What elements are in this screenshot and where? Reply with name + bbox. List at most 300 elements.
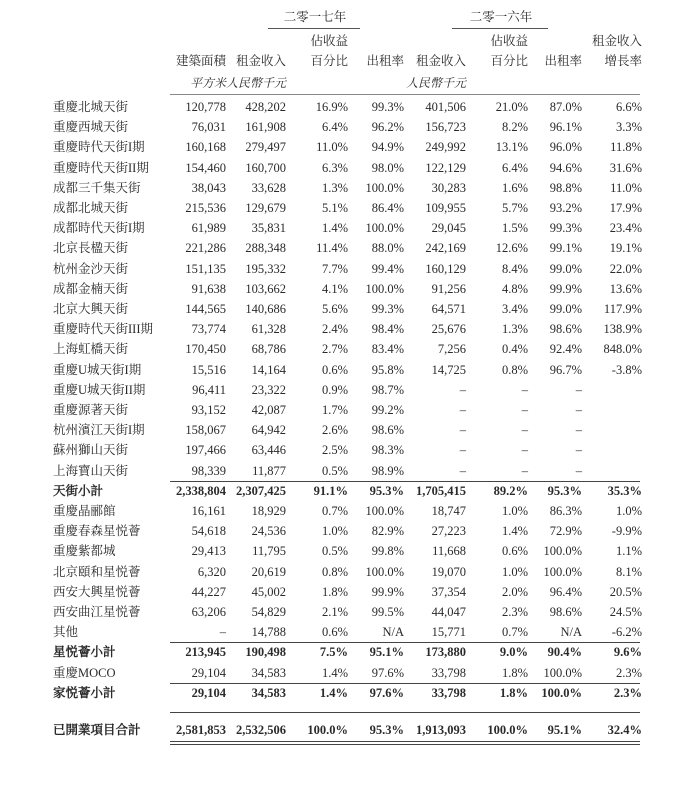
gfa-cell: 6,320 <box>197 564 226 579</box>
occ-2017-header: 出租率 <box>366 54 404 68</box>
table-row <box>0 522 700 540</box>
rent-2016-cell: 25,676 <box>431 322 466 337</box>
growth-cell: 848.0% <box>603 342 642 357</box>
occ-2017-cell: 100.0% <box>365 281 404 296</box>
project-name-cell: 重慶U城天街II期 <box>53 382 146 397</box>
pct-2017-cell: 6.3% <box>321 160 348 175</box>
table-row <box>0 583 700 601</box>
rent-2016-cell: 1,705,415 <box>416 483 466 498</box>
growth-cell: 3.3% <box>615 120 642 135</box>
table-row <box>0 421 700 439</box>
project-name-cell: 上海虹橋天街 <box>53 342 129 357</box>
gfa-cell: 54,618 <box>191 524 226 539</box>
occ-2017-cell: 95.3% <box>369 483 404 498</box>
table-row <box>0 381 700 399</box>
occ-2016-cell: 87.0% <box>549 100 582 114</box>
pct-header-2016-line2: 百分比 <box>490 54 528 68</box>
occ-2016-cell: 90.4% <box>547 645 582 660</box>
pct-2017-cell: 7.5% <box>319 645 348 660</box>
project-name-cell: 上海寶山天街 <box>53 463 129 478</box>
pct-2017-cell: 1.3% <box>321 180 348 195</box>
pct-2016-cell: 1.3% <box>501 322 528 337</box>
pct-2017-cell: 0.5% <box>321 463 348 478</box>
gfa-cell: – <box>219 625 226 640</box>
gfa-cell: 76,031 <box>191 120 226 135</box>
pct-2016-cell: 0.8% <box>501 362 528 377</box>
rent-2017-cell: 34,583 <box>251 685 286 700</box>
gfa-header: 建築面積 <box>175 54 226 68</box>
growth-cell: -9.9% <box>611 524 642 539</box>
rent-2017-cell: 54,829 <box>251 605 286 619</box>
rent-2017-cell: 18,929 <box>251 504 286 518</box>
subtotal-row <box>0 684 700 702</box>
table-row <box>0 320 700 338</box>
occ-2017-cell: 88.0% <box>371 241 404 256</box>
growth-cell: 11.0% <box>610 180 642 195</box>
pct-2017-cell: 0.8% <box>321 564 348 579</box>
pct-2016-cell: 3.4% <box>501 302 528 316</box>
rent-2017-cell: 23,322 <box>251 382 286 397</box>
pct-2017-cell: 100.0% <box>307 723 348 737</box>
table-row <box>0 239 700 257</box>
table-row <box>0 280 700 298</box>
rent-2017-cell: 11,795 <box>252 544 286 559</box>
growth-cell: 22.0% <box>609 261 642 276</box>
rent-2017-cell: 140,686 <box>245 302 286 316</box>
rent-2016-cell: 160,129 <box>425 261 466 276</box>
project-name-cell: 重慶北城天街 <box>53 100 129 114</box>
gfa-cell: 96,411 <box>192 382 226 397</box>
project-name-cell: 重慶MOCO <box>53 665 116 680</box>
pct-2016-cell: 2.0% <box>501 584 528 599</box>
occ-2016-cell: – <box>575 463 582 478</box>
pct-2016-cell: – <box>521 382 528 397</box>
header-rule <box>170 94 640 95</box>
table-row <box>0 118 700 136</box>
growth-cell: 35.3% <box>607 483 642 498</box>
occ-2016-cell: 99.0% <box>549 302 582 316</box>
rent-2016-cell: 15,771 <box>431 625 466 640</box>
rent-2017-cell: 14,788 <box>251 625 286 640</box>
pct-2017-cell: 0.6% <box>321 362 348 377</box>
rent-2016-cell: – <box>459 443 466 458</box>
project-name-cell: 蘇州獅山天街 <box>53 443 129 458</box>
pct-2017-cell: 7.7% <box>321 261 348 276</box>
growth-cell: -3.8% <box>611 362 642 377</box>
rent-2016-cell: 249,992 <box>425 140 466 155</box>
pct-2017-cell: 2.4% <box>321 322 348 337</box>
pct-2016-cell: 1.0% <box>501 504 528 518</box>
occ-2016-cell: 100.0% <box>541 685 582 700</box>
table-row <box>0 179 700 197</box>
project-name-cell: 成都三千集天街 <box>53 180 141 195</box>
rent-2016-header: 租金收入 <box>415 54 466 68</box>
rent-2016-cell: 33,798 <box>431 685 466 700</box>
occ-2017-cell: 98.3% <box>371 443 404 458</box>
pct-header-2016-line1: 佔收益 <box>490 34 528 48</box>
rent-2017-cell: 68,786 <box>251 342 286 357</box>
rent-2017-cell: 35,831 <box>251 221 286 236</box>
table-row <box>0 441 700 459</box>
occ-2017-cell: N/A <box>382 625 404 640</box>
year-2016-header: 二零一六年 <box>469 10 533 24</box>
pct-2016-cell: 89.2% <box>493 483 528 498</box>
project-name-cell: 杭州金沙天街 <box>53 261 129 276</box>
gfa-cell: 213,945 <box>185 645 226 660</box>
growth-cell: 17.9% <box>609 201 642 215</box>
occ-2016-cell: 98.6% <box>549 605 582 619</box>
pct-2016-cell: 4.8% <box>501 281 528 296</box>
rent-2016-cell: 91,256 <box>431 281 466 296</box>
project-name-cell: 重慶晶郦館 <box>53 504 116 518</box>
growth-cell: 11.8% <box>610 140 642 155</box>
occ-2016-cell: 100.0% <box>543 544 582 559</box>
rent-2017-cell: 42,087 <box>251 403 286 417</box>
growth-cell: 138.9% <box>603 322 642 337</box>
occ-2016-cell: 94.6% <box>549 160 582 175</box>
table-row <box>0 219 700 237</box>
pct-2017-cell: 1.7% <box>321 403 348 417</box>
project-name-cell: 已開業項目合計 <box>53 723 141 737</box>
pct-2017-cell: 2.5% <box>321 443 348 458</box>
gfa-cell: 120,778 <box>185 100 226 114</box>
pct-2016-cell: 21.0% <box>495 100 528 114</box>
growth-header-line1: 租金收入 <box>591 34 642 48</box>
table-row <box>0 623 700 641</box>
occ-2016-cell: 96.7% <box>549 362 582 377</box>
pct-2017-cell: 1.0% <box>321 524 348 539</box>
pct-2016-cell: 2.3% <box>501 605 528 619</box>
occ-2017-cell: 100.0% <box>365 564 404 579</box>
pct-2016-cell: 1.4% <box>501 524 528 539</box>
occ-2017-cell: 86.4% <box>371 201 404 215</box>
occ-2017-cell: 98.6% <box>371 423 404 438</box>
table-row <box>0 340 700 358</box>
table-row <box>0 603 700 621</box>
rent-2016-cell: 7,256 <box>437 342 466 357</box>
gfa-cell: 160,168 <box>185 140 226 155</box>
rent-2017-cell: 190,498 <box>245 645 286 660</box>
rent-2016-cell: – <box>459 382 466 397</box>
gfa-cell: 154,460 <box>185 160 226 175</box>
total-top-rule <box>170 712 640 713</box>
table-row <box>0 199 700 217</box>
project-name-cell: 北京長楹天街 <box>53 241 129 256</box>
pct-2016-cell: 1.6% <box>501 180 528 195</box>
rent-2017-cell: 34,583 <box>251 665 286 680</box>
pct-2016-cell: 0.6% <box>501 544 528 559</box>
occ-2016-cell: 72.9% <box>549 524 582 539</box>
occ-2017-cell: 95.8% <box>371 362 404 377</box>
occ-2017-cell: 96.2% <box>371 120 404 135</box>
pct-2016-cell: 5.7% <box>501 201 528 215</box>
occ-2016-cell: 99.9% <box>549 281 582 296</box>
project-name-cell: 成都時代天街I期 <box>53 221 145 236</box>
rent-2016-cell: 19,070 <box>431 564 466 579</box>
growth-cell: 117.9% <box>603 302 642 316</box>
year-2016-rule <box>452 28 548 29</box>
gfa-cell: 29,413 <box>191 544 226 559</box>
table-row <box>0 563 700 581</box>
occ-2016-cell: 96.4% <box>549 584 582 599</box>
table-row <box>0 361 700 379</box>
growth-cell: 24.5% <box>609 605 642 619</box>
pct-2016-cell: 8.4% <box>501 261 528 276</box>
project-name-cell: 西安大興星悦薈 <box>53 584 141 599</box>
pct-2016-cell: 0.4% <box>501 342 528 357</box>
pct-2016-cell: 13.1% <box>495 140 528 155</box>
growth-cell: 1.0% <box>615 504 642 518</box>
pct-2016-cell: 6.4% <box>501 160 528 175</box>
gfa-cell: 44,227 <box>191 584 226 599</box>
rent-2016-cell: 18,747 <box>431 504 466 518</box>
occ-2017-cell: 83.4% <box>371 342 404 357</box>
table-row <box>0 664 700 682</box>
project-name-cell: 天街小計 <box>53 483 104 498</box>
pct-2017-cell: 5.6% <box>321 302 348 316</box>
rent-2016-cell: 37,354 <box>431 584 466 599</box>
project-name-cell: 成都金楠天街 <box>53 281 129 296</box>
rent-2016-cell: – <box>459 423 466 438</box>
subtotal-rule <box>170 683 640 684</box>
rent-2016-cell: 122,129 <box>425 160 466 175</box>
pct-2017-cell: 1.4% <box>321 665 348 680</box>
unit-sqm: 平方米 <box>189 76 226 90</box>
project-name-cell: 北京大興天街 <box>53 302 129 316</box>
project-name-cell: 西安曲江星悦薈 <box>53 605 141 619</box>
occ-2017-cell: 82.9% <box>371 524 404 539</box>
subtotal-rule <box>170 642 640 643</box>
rent-2016-cell: 156,723 <box>425 120 466 135</box>
gfa-cell: 151,135 <box>185 261 226 276</box>
gfa-cell: 15,516 <box>191 362 226 377</box>
pct-2017-cell: 0.7% <box>321 504 348 518</box>
table-row <box>0 502 700 520</box>
table-row <box>0 542 700 560</box>
rent-2016-cell: 29,045 <box>431 221 466 236</box>
rent-2016-cell: 11,668 <box>432 544 466 559</box>
rent-2016-cell: 173,880 <box>425 645 466 660</box>
occ-2016-cell: – <box>575 403 582 417</box>
project-name-cell: 重慶時代天街I期 <box>53 140 145 155</box>
growth-cell: 1.1% <box>615 544 642 559</box>
subtotal-row <box>0 643 700 661</box>
occ-2016-cell: – <box>575 382 582 397</box>
rent-2016-cell: 64,571 <box>431 302 466 316</box>
unit-rmb-2017: 人民幣千元 <box>225 76 286 90</box>
rent-2016-cell: 33,798 <box>431 665 466 680</box>
pct-2016-cell: 1.8% <box>501 665 528 680</box>
pct-2016-cell: 1.8% <box>499 685 528 700</box>
pct-2017-cell: 1.4% <box>321 221 348 236</box>
gfa-cell: 63,206 <box>191 605 226 619</box>
occ-2017-cell: 99.3% <box>371 302 404 316</box>
pct-2016-cell: – <box>521 403 528 417</box>
pct-header-2017-line2: 百分比 <box>310 54 348 68</box>
occ-2016-cell: 100.0% <box>543 665 582 680</box>
project-name-cell: 星悦薈小計 <box>53 645 116 660</box>
occ-2016-cell: 95.3% <box>547 483 582 498</box>
rent-2017-cell: 428,202 <box>245 100 286 114</box>
occ-2017-cell: 100.0% <box>365 221 404 236</box>
occ-2016-cell: 96.1% <box>549 120 582 135</box>
pct-2017-cell: 0.9% <box>321 382 348 397</box>
occ-2016-cell: 93.2% <box>549 201 582 215</box>
pct-2017-cell: 91.1% <box>313 483 348 498</box>
rent-2017-cell: 195,332 <box>245 261 286 276</box>
total-double-rule <box>170 744 640 745</box>
pct-2017-cell: 0.6% <box>321 625 348 640</box>
growth-cell: 2.3% <box>613 685 642 700</box>
pct-2016-cell: – <box>521 463 528 478</box>
table-row <box>0 462 700 480</box>
pct-2017-cell: 11.4% <box>316 241 348 256</box>
rent-2016-cell: 1,913,093 <box>416 723 466 737</box>
rent-2017-cell: 20,619 <box>251 564 286 579</box>
project-name-cell: 家悦薈小計 <box>53 685 116 700</box>
occ-2016-cell: 95.1% <box>547 723 582 737</box>
rent-2017-cell: 11,877 <box>252 463 286 478</box>
table-row <box>0 401 700 419</box>
pct-2016-cell: – <box>521 423 528 438</box>
occ-2016-cell: 98.6% <box>549 322 582 337</box>
occ-2016-cell: 99.1% <box>549 241 582 256</box>
occ-2017-cell: 95.3% <box>369 723 404 737</box>
project-name-cell: 北京頤和星悦薈 <box>53 564 141 579</box>
pct-2016-cell: 8.2% <box>501 120 528 135</box>
subtotal-row <box>0 721 700 739</box>
rent-2017-header: 租金收入 <box>235 54 286 68</box>
occ-2016-cell: 99.0% <box>549 261 582 276</box>
rent-2017-cell: 63,446 <box>251 443 286 458</box>
growth-cell: 6.6% <box>615 100 642 114</box>
pct-2017-cell: 6.4% <box>321 120 348 135</box>
gfa-cell: 38,043 <box>191 180 226 195</box>
gfa-cell: 93,152 <box>191 403 226 417</box>
occ-2017-cell: 95.1% <box>369 645 404 660</box>
occ-2016-cell: 96.0% <box>549 140 582 155</box>
growth-cell: 13.6% <box>609 281 642 296</box>
rent-2017-cell: 45,002 <box>251 584 286 599</box>
rent-2016-cell: – <box>459 463 466 478</box>
occ-2017-cell: 98.4% <box>371 322 404 337</box>
project-name-cell: 成都北城天街 <box>53 201 129 215</box>
occ-2016-cell: – <box>575 423 582 438</box>
unit-rmb-2016: 人民幣千元 <box>405 76 466 90</box>
year-2017-rule <box>268 28 360 29</box>
occ-2017-cell: 97.6% <box>369 685 404 700</box>
subtotal-row <box>0 482 700 500</box>
occ-2017-cell: 99.4% <box>371 261 404 276</box>
growth-cell: 23.4% <box>609 221 642 236</box>
growth-cell: 20.5% <box>609 584 642 599</box>
gfa-cell: 2,581,853 <box>176 723 226 737</box>
table-row <box>0 159 700 177</box>
rent-2016-cell: 242,169 <box>425 241 466 256</box>
project-name-cell: 重慶西城天街 <box>53 120 129 135</box>
occ-2017-cell: 98.7% <box>371 382 404 397</box>
rent-2017-cell: 33,628 <box>251 180 286 195</box>
pct-2017-cell: 16.9% <box>315 100 348 114</box>
gfa-cell: 215,536 <box>185 201 226 215</box>
occ-2017-cell: 99.9% <box>371 584 404 599</box>
subtotal-rule <box>170 481 640 482</box>
pct-2016-cell: 9.0% <box>499 645 528 660</box>
gfa-cell: 2,338,804 <box>176 483 226 498</box>
pct-2016-cell: – <box>521 443 528 458</box>
rent-2017-cell: 161,908 <box>245 120 286 135</box>
project-name-cell: 重慶紫都城 <box>53 544 116 559</box>
occ-2016-cell: N/A <box>560 625 582 640</box>
pct-2017-cell: 1.8% <box>321 584 348 599</box>
pct-header-2017-line1: 佔收益 <box>310 34 348 48</box>
rent-2017-cell: 160,700 <box>245 160 286 175</box>
occ-2016-cell: 99.3% <box>549 221 582 236</box>
gfa-cell: 221,286 <box>185 241 226 256</box>
pct-2017-cell: 1.4% <box>319 685 348 700</box>
table-row <box>0 138 700 156</box>
rent-2017-cell: 129,679 <box>245 201 286 215</box>
rent-2016-cell: – <box>459 403 466 417</box>
growth-cell: 19.1% <box>609 241 642 256</box>
occ-2017-cell: 99.3% <box>371 100 404 114</box>
year-2017-header: 二零一七年 <box>283 10 347 24</box>
occ-2017-cell: 97.6% <box>371 665 404 680</box>
pct-2017-cell: 5.1% <box>321 201 348 215</box>
occ-2016-cell: 100.0% <box>543 564 582 579</box>
occ-2016-cell: 98.8% <box>549 180 582 195</box>
project-name-cell: 重慶U城天街I期 <box>53 362 142 377</box>
pct-2016-cell: 0.7% <box>501 625 528 640</box>
project-name-cell: 杭州濱江天街I期 <box>53 423 145 438</box>
project-name-cell: 重慶春森星悦薈 <box>53 524 141 539</box>
growth-cell: 9.6% <box>613 645 642 660</box>
rent-2017-cell: 14,164 <box>251 362 286 377</box>
rent-2017-cell: 279,497 <box>245 140 286 155</box>
rent-2016-cell: 27,223 <box>431 524 466 539</box>
pct-2016-cell: 1.0% <box>501 564 528 579</box>
growth-cell: 2.3% <box>615 665 642 680</box>
rent-2016-cell: 109,955 <box>425 201 466 215</box>
pct-2016-cell: 100.0% <box>487 723 528 737</box>
total-bottom-rule <box>170 741 640 742</box>
rent-2016-cell: 14,725 <box>431 362 466 377</box>
growth-cell: 32.4% <box>607 723 642 737</box>
project-name-cell: 重慶源著天街 <box>53 403 129 417</box>
gfa-cell: 16,161 <box>191 504 226 518</box>
occ-2017-cell: 98.9% <box>371 463 404 478</box>
rent-2016-cell: 401,506 <box>425 100 466 114</box>
growth-header-line2: 增長率 <box>604 54 642 68</box>
rent-2017-cell: 64,942 <box>251 423 286 438</box>
gfa-cell: 98,339 <box>191 463 226 478</box>
rent-2017-cell: 61,328 <box>251 322 286 337</box>
project-name-cell: 其他 <box>53 625 79 640</box>
gfa-cell: 144,565 <box>185 302 226 316</box>
pct-2017-cell: 2.1% <box>321 605 348 619</box>
occ-2017-cell: 99.5% <box>371 605 404 619</box>
growth-cell: 31.6% <box>609 160 642 175</box>
gfa-cell: 73,774 <box>191 322 226 337</box>
pct-2017-cell: 2.7% <box>321 342 348 357</box>
pct-2017-cell: 2.6% <box>321 423 348 438</box>
rent-2017-cell: 103,662 <box>245 281 286 296</box>
project-name-cell: 重慶時代天街III期 <box>53 322 153 337</box>
gfa-cell: 170,450 <box>185 342 226 357</box>
occ-2017-cell: 99.8% <box>371 544 404 559</box>
occ-2016-cell: 86.3% <box>549 504 582 518</box>
rent-2017-cell: 24,536 <box>251 524 286 539</box>
